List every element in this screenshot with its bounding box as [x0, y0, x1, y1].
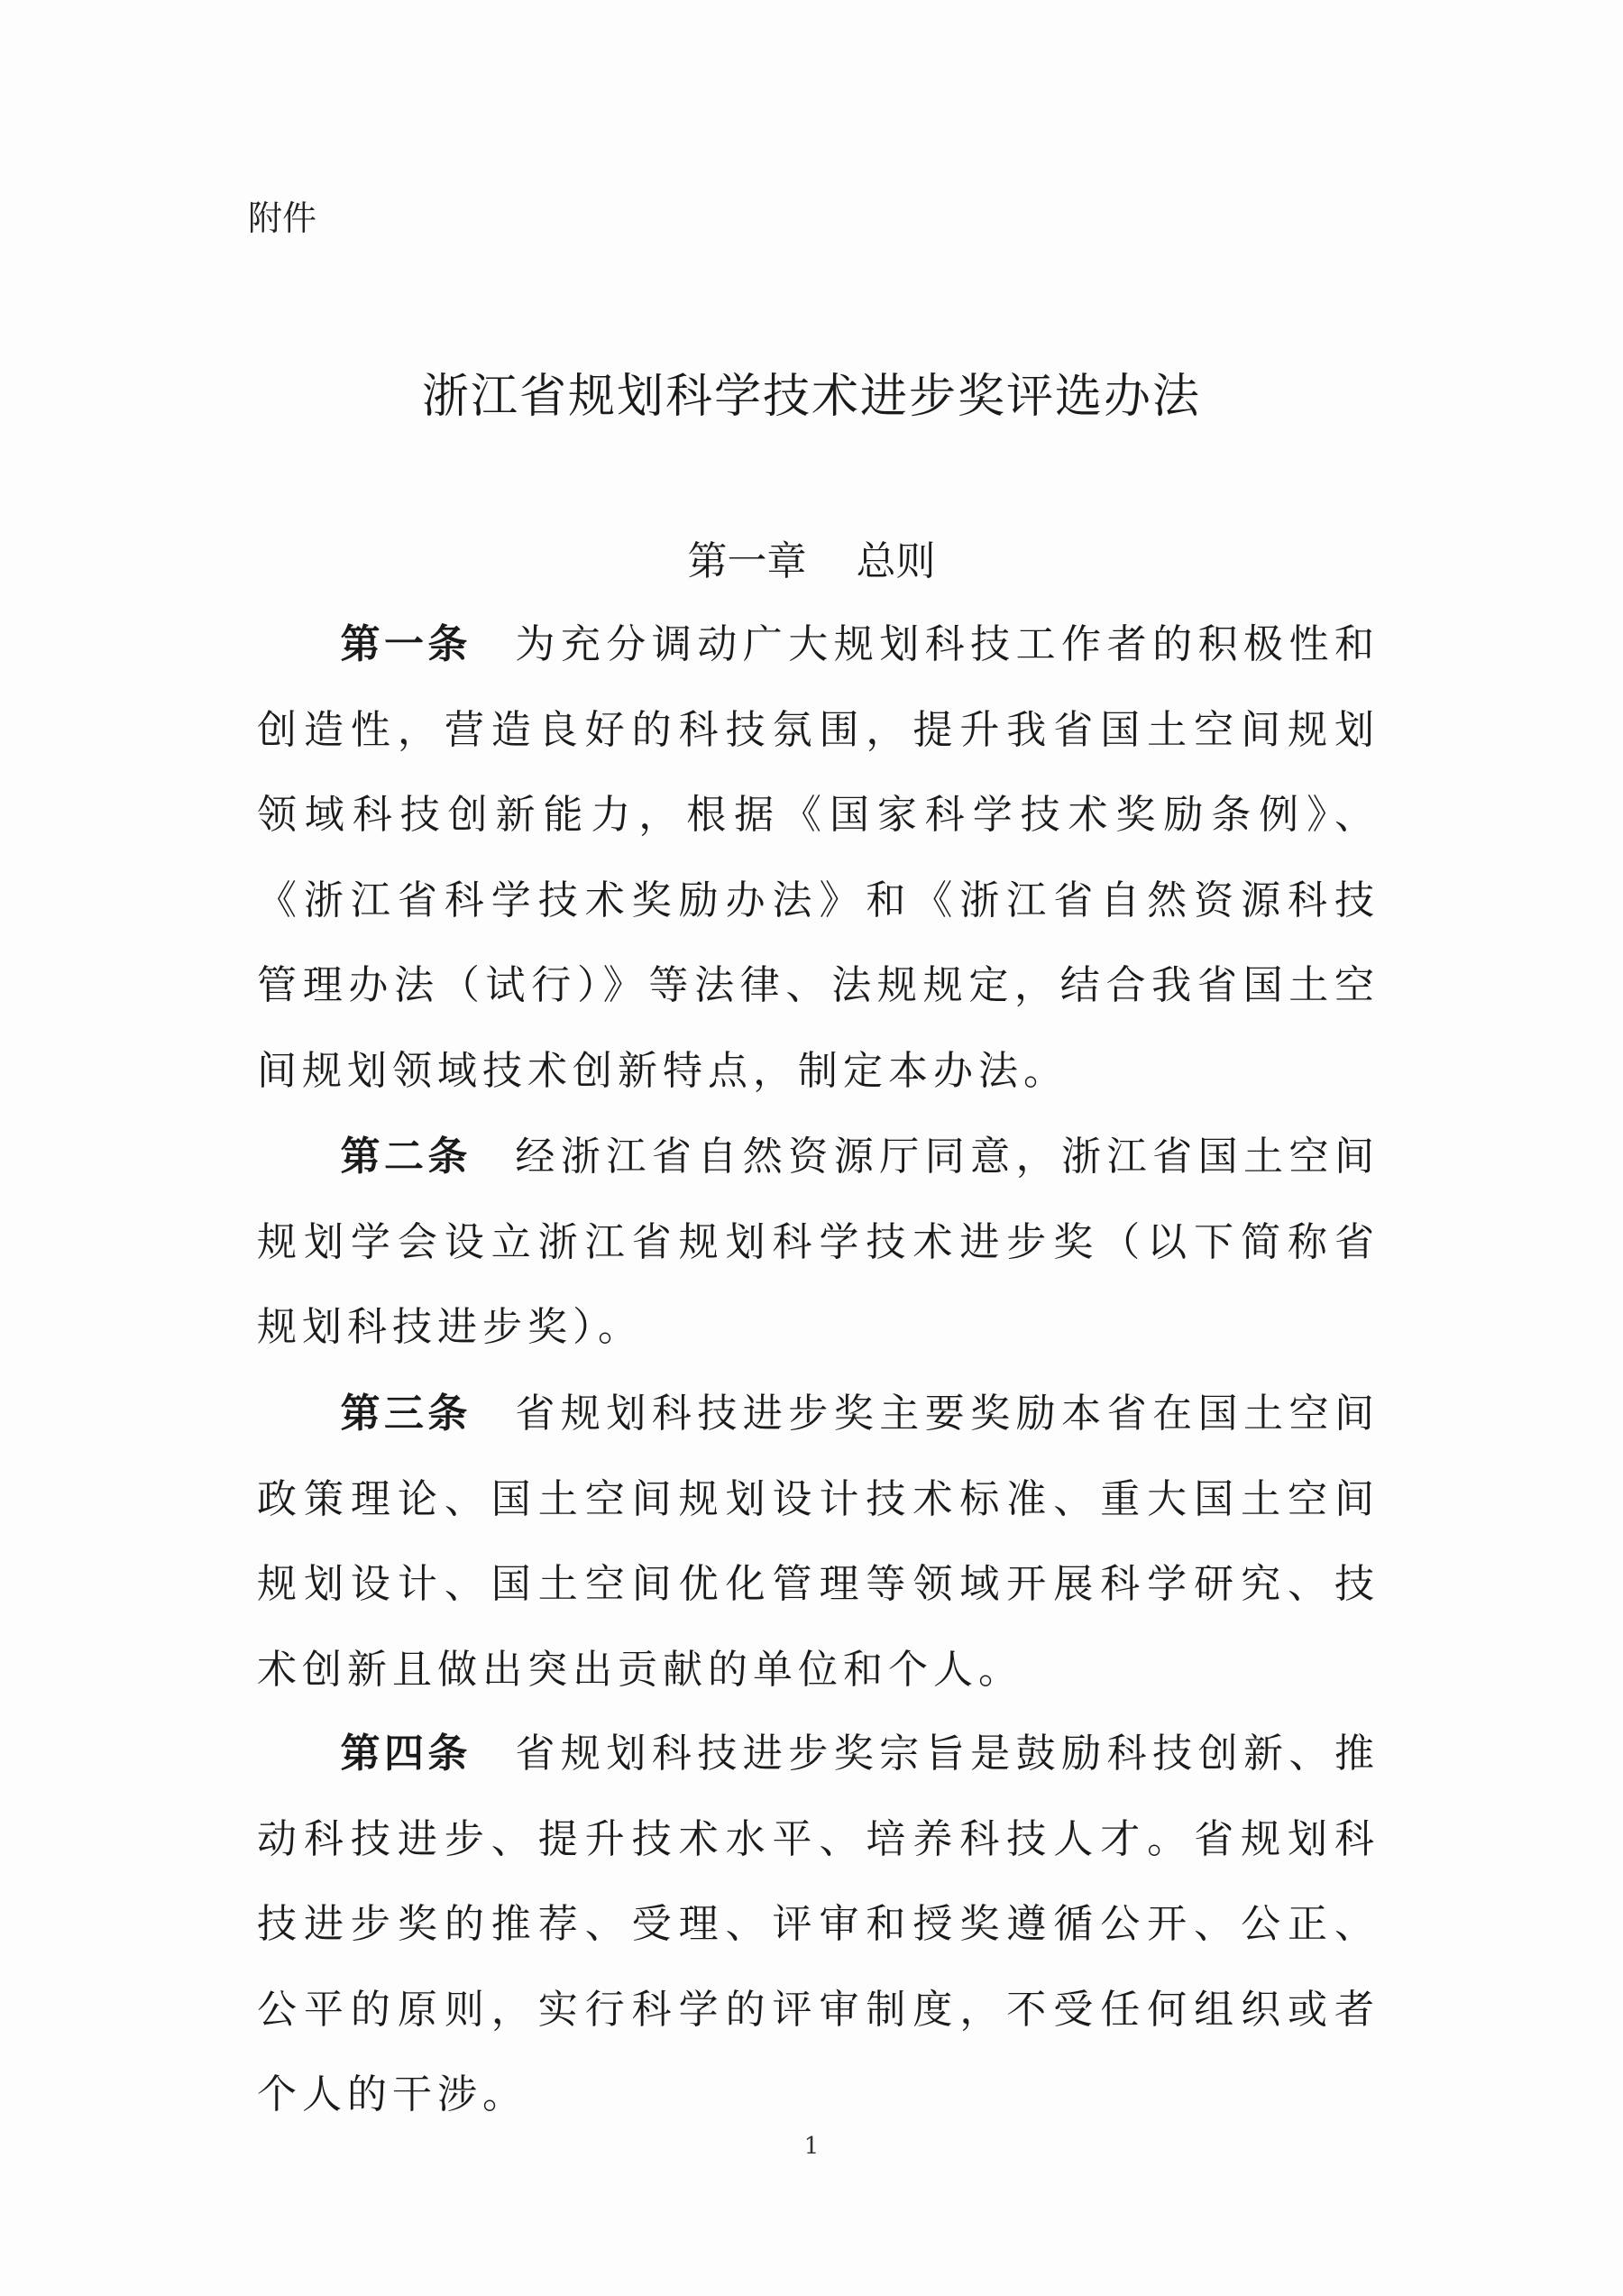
article-text: 省规划科技进步奖主要奖励本省在国土空间政策理论、国土空间规划设计技术标准、重大国土空间规划设计、国土空间优化管理等领域开展科学研究、技术创新且做出突出贡献的单位和个人。 — [257, 1391, 1380, 1693]
article-4 — [257, 1712, 1380, 2138]
article-text: 省规划科技进步奖宗旨是鼓励科技创新、推动科技进步、提升技术水平、培养科技人才。省规划科技进步奖的推荐、受理、评审和授奖遵循公开、公正、公平的原则，实行科学的评审制度，不受任何组织或者个人的干涉。 — [257, 1731, 1380, 2117]
chapter-number: 第一章 — [687, 538, 807, 584]
chapter-heading — [0, 530, 1623, 593]
document-title: 浙江省规划科学技术进步奖评选办法 — [421, 370, 1201, 424]
article-2 — [257, 1115, 1380, 1371]
article-text: 为充分调动广大规划科技工作者的积极性和创造性，营造良好的科技氛围，提升我省国土空间规划领域科技创新能力，根据《国家科学技术奖励条例》、《浙江省科学技术奖励办法》和《浙江省自然资源科技管理办法（试行）》等法律、法规规定，结合我省国土空间规划领域技术创新特点，制定本办法。 — [257, 621, 1380, 1094]
article-label: 第二条 — [340, 1134, 472, 1180]
page-number: 1 — [803, 2133, 820, 2160]
article-label: 第三条 — [340, 1391, 472, 1437]
article-text: 经浙江省自然资源厅同意，浙江省国土空间规划学会设立浙江省规划科学技术进步奖（以下简称省规划科技进步奖）。 — [257, 1134, 1380, 1350]
chapter-name: 总则 — [856, 538, 936, 584]
article-label: 第四条 — [340, 1731, 472, 1777]
article-label: 第一条 — [340, 621, 472, 667]
attachment-label: 附件 — [248, 198, 317, 238]
article-3 — [257, 1372, 1380, 1713]
article-1 — [257, 602, 1380, 1114]
